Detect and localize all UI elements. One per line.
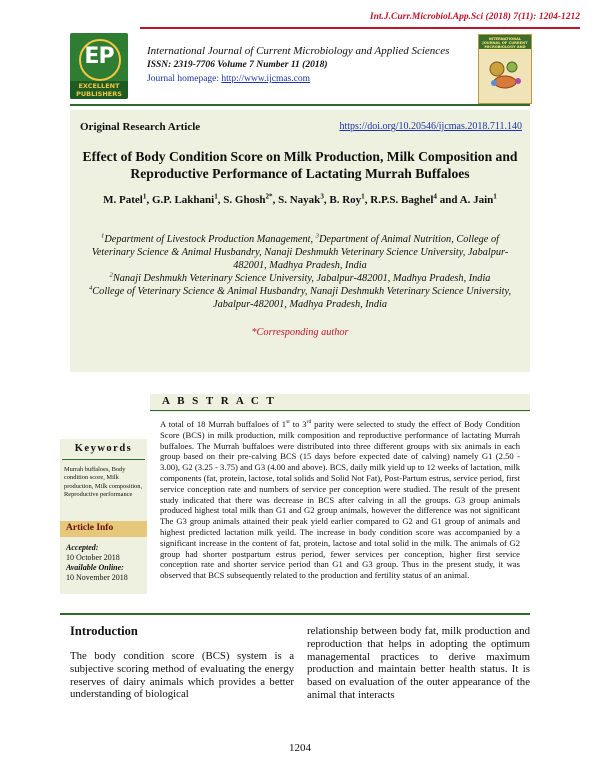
article-info-label: Article Info	[66, 523, 114, 533]
header-rule	[70, 104, 530, 106]
homepage-label: Journal homepage:	[147, 74, 222, 84]
homepage-link[interactable]: http://www.ijcmas.com	[221, 74, 310, 84]
journal-name: International Journal of Current Microbiology and Applied Sciences	[147, 45, 450, 57]
journal-citation: Int.J.Curr.Microbiol.App.Sci (2018) 7(11): 1204-1212	[369, 12, 580, 22]
author: S. Ghosh$^{2*}$	[223, 192, 273, 206]
keywords-rule	[62, 459, 145, 460]
article-type: Original Research Article	[80, 121, 201, 133]
abstract-rule	[150, 410, 530, 411]
abstract-label: A B S T R A C T	[162, 395, 277, 407]
citation-rule	[140, 27, 580, 29]
author: G.P. Lakhani$^1$	[151, 192, 218, 206]
affiliations	[80, 233, 520, 311]
abstract-text: A total of 18 Murrah buffaloes of 1st to 3rd parity were selected to study the effect of Body Condition Score (BCS) in milk production, milk composition and reproductive performance of lactating Murrah buffaloes. The Murrah buffaloes were distributed into three different groups with six animals in each group based on their pre-calving BCS (15 days before expected date of calving) namely G1 (2.50 - 3.00), G2 (3.25 - 3.75) and G3 (4.00 and above). BCS, daily milk yield up to 12 weeks of lactation, milk components (fat, protein, lactose, total solids and Solid Not Fat), Post-Partum estrus, service period, first service conception rate and numbers of service per conception were studied. The result of the present study indicated that there was decrease in BCS after calving in all the groups. G3 group animals produced highest total milk than G1 and G2 group animals, however the difference was not significant The G3 group animals attained their peak yield earlier compared to G2 and G1 group of animals and highest predicted lactation milk yeild. The increase in body condition score was accompanied by a significant increase in the content of fat, protein, lactose and total solid in the milk. The animals of G2 group had shorter postpartum estrus period, fewer services per conception, higher first service conception rate and shorter service period than G1 and G3 group. Thus in the present study, it was observed that BCS subsequently related to the production and fertility status of an animal.	[160, 419, 520, 581]
corresponding-author: *Corresponding author	[251, 327, 349, 338]
article-title: Effect of Body Condition Score on Milk Production, Milk Composition and Reproductive Performance of Lactating Murrah Buffaloes	[82, 149, 518, 181]
affiliation: $^2$Nanaji Deshmukh Veterinary Science University, Jabalpur-482001, Madhya Pradesh, India	[109, 271, 491, 284]
introduction-heading: Introduction	[70, 624, 138, 638]
author-list: M. Patel$^1$, G.P. Lakhani$^1$, S. Ghosh$^{2*}$, S. Nayak$^3$, B. Roy$^1$, R.P.S. Baghel$^4$ and A. Jain$^1$	[103, 192, 497, 206]
accepted-date: 10 October 2018	[66, 553, 120, 562]
body-column-left: The body condition score (BCS) system is a subjective scoring method of evaluating the energy reserves of dairy animals which provides a better understanding of biological	[70, 650, 294, 701]
affiliation: $^4$College of Veterinary Science & Animal Husbandry, Nanaji Deshmukh Veterinary Science University, Jabalpur-482001, Madhya Pradesh, India	[88, 284, 512, 310]
journal-homepage	[147, 73, 477, 85]
keywords-label: Keywords	[74, 443, 133, 454]
article-dates	[66, 543, 148, 583]
online-label: Available Online:	[66, 563, 124, 572]
affiliation: $^1$Department of Livestock Production Management, $^3$Department of Animal Nutrition, College of Veterinary Science & Animal Husbandry, Nanaji Deshmukh Veterinary Science University, Jabalpur-482001, Madhya Pradesh, India	[91, 232, 509, 271]
body-column-right: relationship between body fat, milk production and reproduction that helps in adopting the optimum managemental practices to derive maximum production and maintain better health status. It is based on evaluation of the outer appearance of the animal that interacts	[307, 625, 530, 701]
issn-line: ISSN: 2319-7706 Volume 7 Number 11 (2018)	[147, 60, 328, 70]
section-rule	[60, 613, 530, 615]
online-date: 10 November 2018	[66, 573, 128, 582]
keywords-list: Murrah buffaloes, Body condition score, Milk production, Milk composition, Reproductive performance	[64, 466, 143, 498]
author: S. Nayak$^3$	[278, 192, 324, 206]
page-number: 1204	[289, 742, 311, 754]
logo-letters: EP	[84, 44, 114, 69]
logo-subtext: EXCELLENT PUBLISHERS	[76, 82, 122, 98]
cover-art-icon	[485, 57, 525, 91]
author: B. Roy$^1$	[329, 192, 365, 206]
author: A. Jain$^1$	[459, 192, 497, 206]
accepted-label: Accepted:	[66, 543, 99, 552]
cover-title: INTERNATIONAL JOURNAL OF CURRENT MICROBIOLOGY AND APPLIED SCIENCES	[482, 37, 528, 53]
author: M. Patel$^1$	[103, 192, 147, 206]
journal-cover	[478, 34, 532, 104]
publisher-logo	[70, 33, 128, 99]
author: R.P.S. Baghel$^4$	[370, 192, 437, 206]
doi-link[interactable]: https://doi.org/10.20546/ijcmas.2018.711.140	[339, 121, 522, 132]
